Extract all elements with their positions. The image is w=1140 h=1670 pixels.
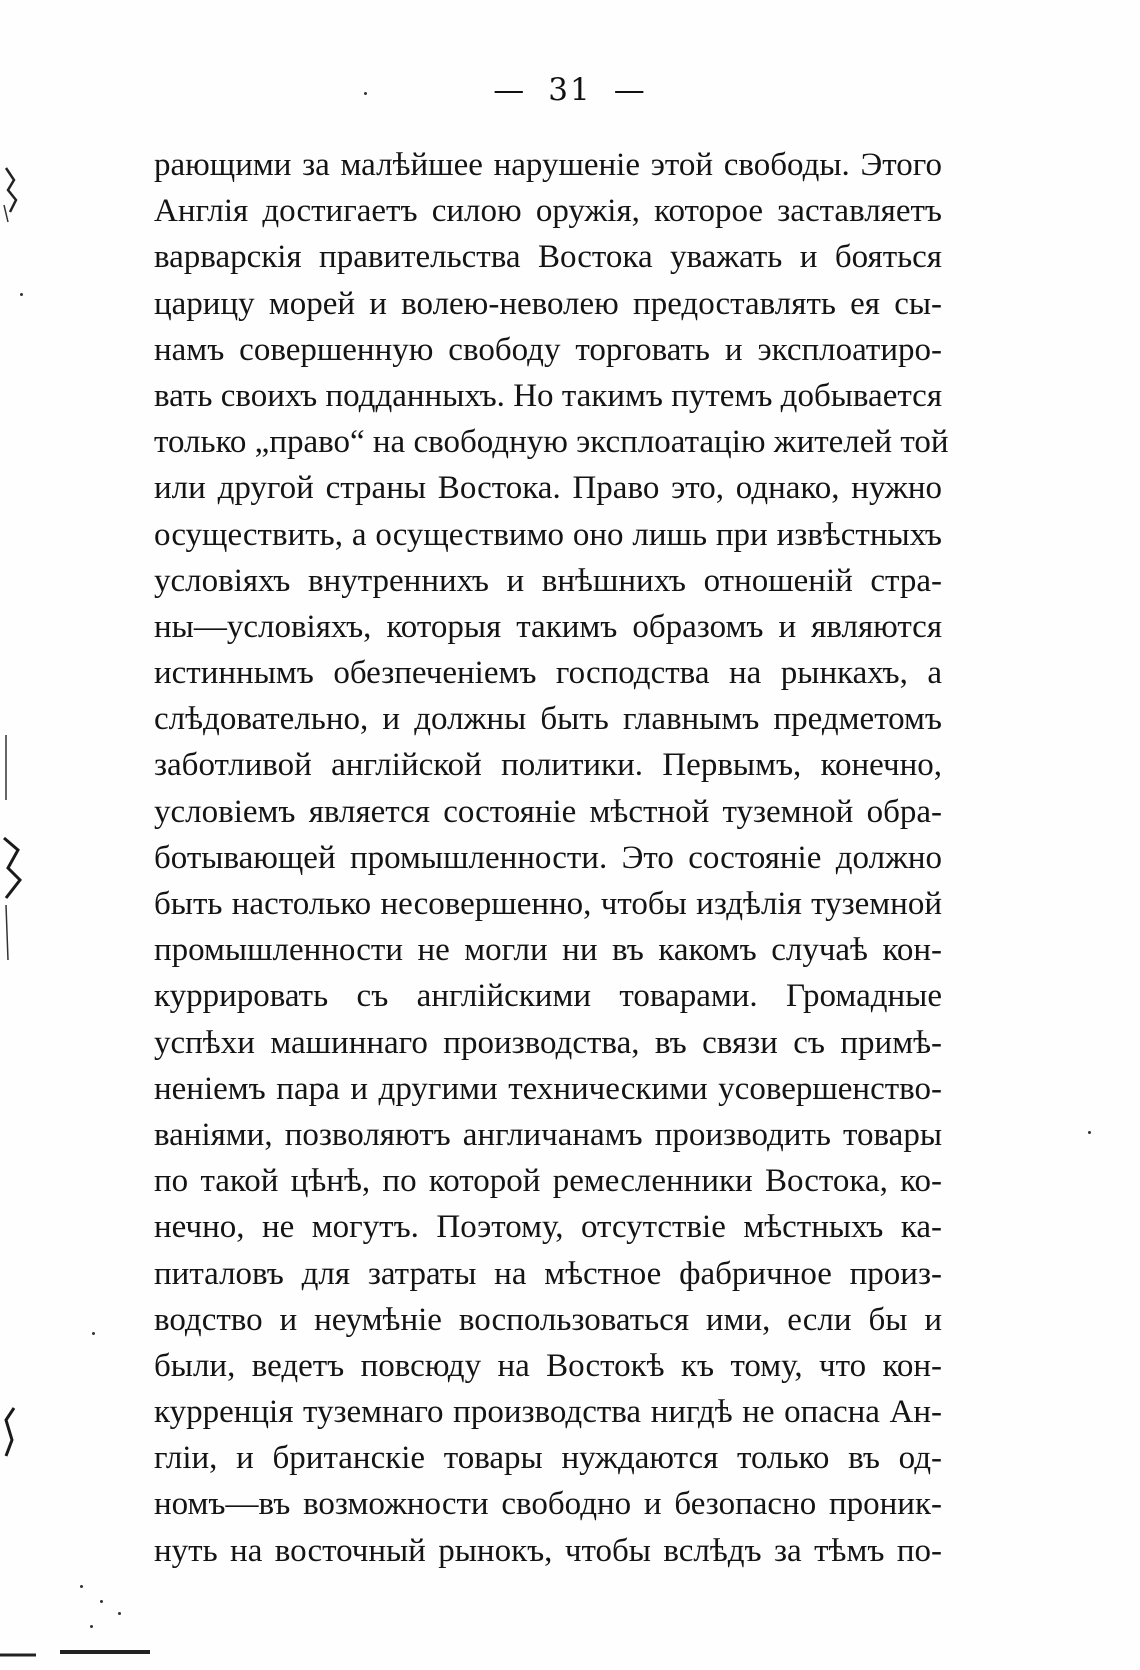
scan-speck — [364, 92, 367, 95]
text-line: ваніями, позволяютъ англичанамъ производить товары — [154, 1116, 942, 1153]
text-line: или другой страны Востока. Право это, однако, нужно — [154, 470, 942, 507]
text-line: по такой цѣнѣ, по которой ремесленники Востока, ко- — [154, 1163, 942, 1200]
scan-speck — [90, 1625, 93, 1628]
text-line: слѣдовательно, и должны быть главнымъ предметомъ — [154, 701, 942, 738]
page-number-dash-right: — — [613, 72, 647, 108]
text-line: успѣхи машиннаго производства, въ связи съ примѣ- — [154, 1024, 942, 1061]
scan-speck — [118, 1612, 121, 1615]
text-line: намъ совершенную свободу торговать и эксплоатиро- — [154, 331, 942, 368]
text-line: Англія достигаетъ силою оружія, которое заставляетъ — [154, 193, 942, 230]
scan-speck — [80, 1585, 83, 1588]
page-number — [0, 72, 1140, 108]
text-line: ны—условіяхъ, которыя такимъ образомъ и являются — [154, 608, 942, 645]
text-line: были, ведетъ повсюду на Востокѣ къ тому, что кон- — [154, 1347, 942, 1384]
text-line: курренція туземнаго производства нигдѣ не опасна Ан- — [154, 1394, 942, 1431]
text-line: быть настолько несовершенно, чтобы издѣлія туземной — [154, 886, 942, 922]
text-line: истиннымъ обезпеченіемъ господства на рынкахъ, а — [154, 655, 942, 692]
text-line: нуть на восточный рынокъ, чтобы вслѣдъ за тѣмъ по- — [154, 1532, 942, 1569]
page-number-dash-left: — — [493, 72, 527, 108]
text-line: номъ—въ возможности свободно и безопасно проник- — [154, 1486, 942, 1523]
text-line: промышленности не могли ни въ какомъ случаѣ кон- — [154, 932, 942, 969]
text-line: заботливой англійской политики. Первымъ, конечно, — [154, 747, 942, 784]
text-line: водство и неумѣніе воспользоваться ими, если бы и — [154, 1301, 942, 1338]
scan-speck — [20, 293, 23, 296]
text-line: питаловъ для затраты на мѣстное фабричное произ- — [154, 1255, 942, 1292]
binding-edge-marks — [0, 0, 40, 1665]
text-line: нечно, не могутъ. Поэтому, отсутствіе мѣстныхъ ка- — [154, 1209, 942, 1246]
scan-artifacts — [0, 0, 40, 1665]
text-line: осуществить, а осуществимо оно лишь при извѣстныхъ — [154, 516, 942, 553]
text-line: царицу морей и волею-неволею предоставлять ея сы- — [154, 285, 942, 322]
body-text — [154, 142, 949, 1574]
text-line: неніемъ пара и другими техническими усовершенство- — [154, 1070, 942, 1107]
text-line: куррировать съ англійскими товарами. Громадные — [154, 978, 942, 1015]
text-line: только „право“ на свободную эксплоатацію жителей той — [154, 424, 949, 461]
scan-speck — [1088, 1131, 1091, 1134]
text-line: варварскія правительства Востока уважать и бояться — [154, 239, 942, 276]
scan-speck — [92, 1332, 95, 1335]
text-line: вать своихъ подданныхъ. Но такимъ путемъ добывается — [154, 377, 942, 414]
text-line: условіемъ является состояніе мѣстной туземной обра- — [154, 793, 942, 830]
scan-speck — [100, 1600, 103, 1603]
text-line: ботывающей промышленности. Это состояніе должно — [154, 839, 942, 876]
page-number-value: 31 — [548, 72, 592, 108]
scan-edge-shadow — [60, 1650, 150, 1654]
text-line: условіяхъ внутреннихъ и внѣшнихъ отношеній стра- — [154, 562, 942, 599]
text-line: рающими за малѣйшее нарушеніе этой свободы. Этого — [154, 147, 942, 183]
text-line: гліи, и британскіе товары нуждаются только въ од- — [154, 1440, 942, 1477]
